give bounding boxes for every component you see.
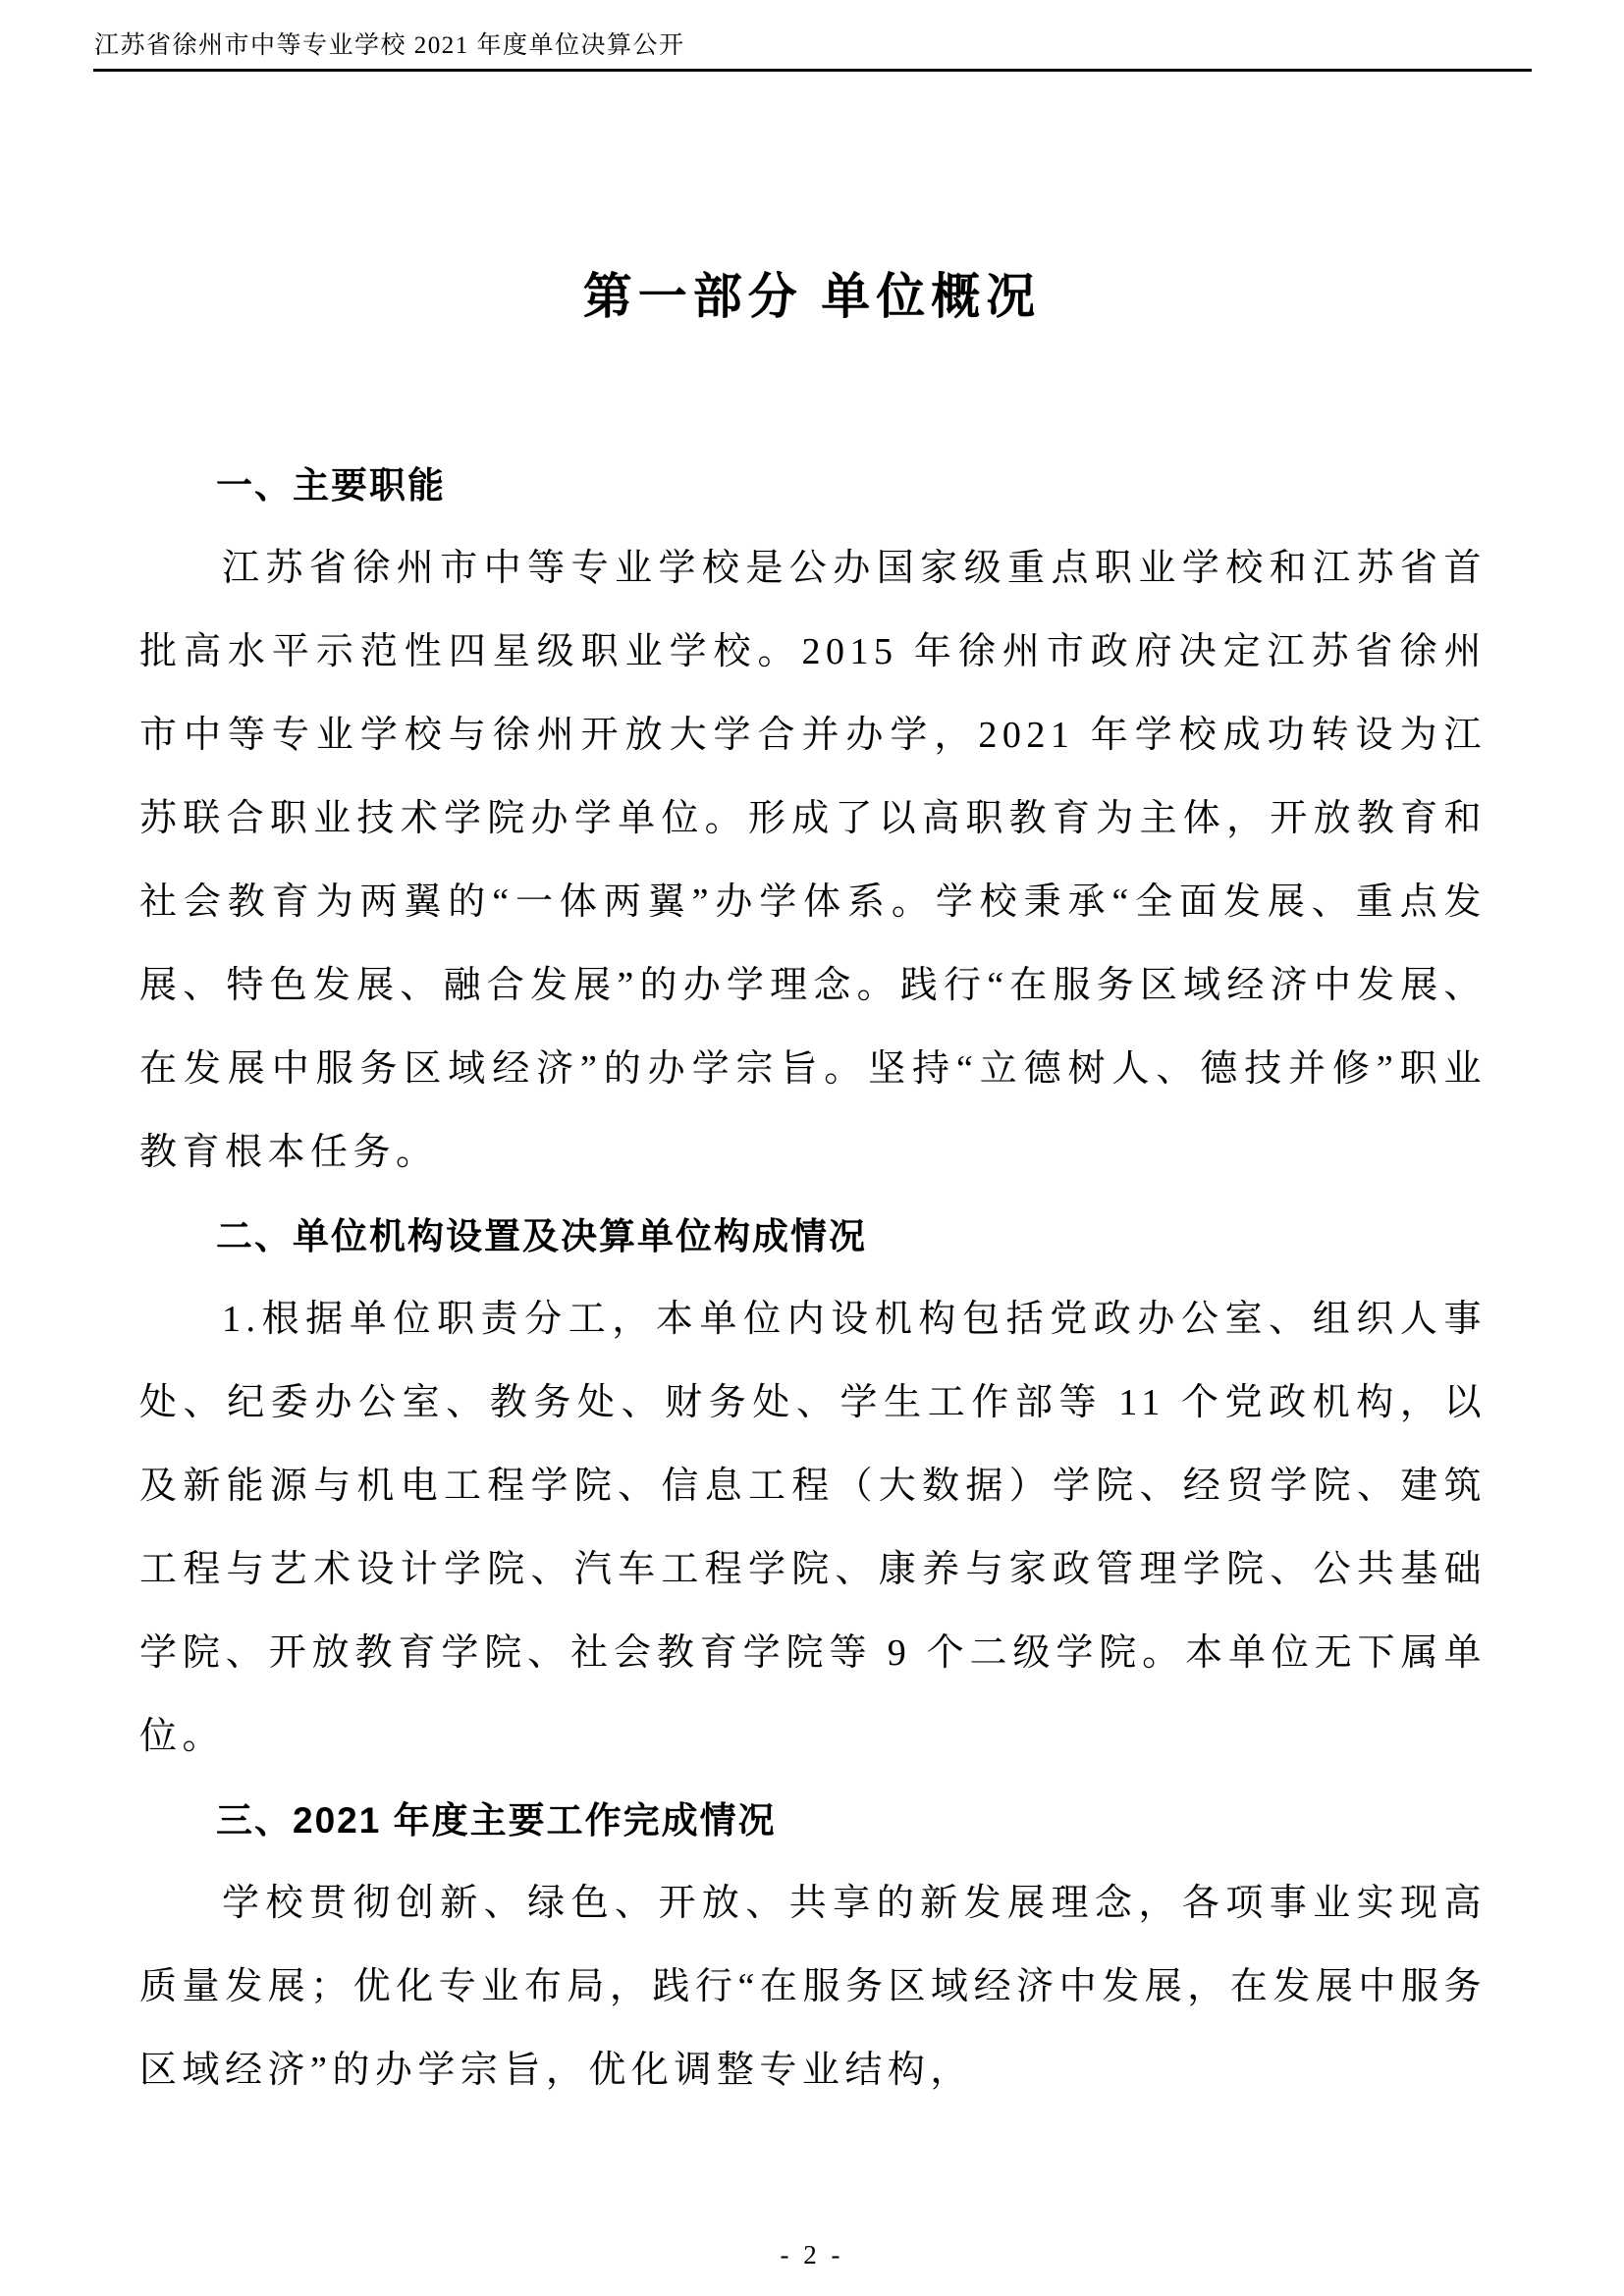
- header-divider: [93, 69, 1532, 72]
- page-number: - 2 -: [780, 2240, 844, 2269]
- section-1-paragraph: 江苏省徐州市中等专业学校是公办国家级重点职业学校和江苏省首批高水平示范性四星级职业学校。2015 年徐州市政府决定江苏省徐州市中等专业学校与徐州开放大学合并办学，2021 年学校成功转设为江苏联合职业技术学院办学单位。形成了以高职教育为主体，开放教育和社会教育为两翼的“一体两翼”办学体系。学校秉承“全面发展、重点发展、特色发展、融合发展”的办学理念。践行“在服务区域经济中发展、在发展中服务区域经济”的办学宗旨。坚持“立德树人、德技并修”职业教育根本任务。: [139, 548, 1487, 1173]
- section-heading-3: 三、2021 年度主要工作完成情况: [216, 1800, 777, 1841]
- page-title: 第一部分 单位概况: [582, 269, 1042, 324]
- section-heading-2: 二、单位机构设置及决算单位构成情况: [216, 1216, 867, 1256]
- document-body: [139, 444, 1487, 2112]
- section-2-paragraph: 1.根据单位职责分工，本单位内设机构包括党政办公室、组织人事处、纪委办公室、教务处、财务处、学生工作部等 11 个党政机构，以及新能源与机电工程学院、信息工程（大数据）学院、经贸学院、建筑工程与艺术设计学院、汽车工程学院、康养与家政管理学院、公共基础学院、开放教育学院、社会教育学院等 9 个二级学院。本单位无下属单位。: [139, 1299, 1487, 1757]
- section-heading-1: 一、主要职能: [216, 465, 446, 506]
- section-3-paragraph: 学校贯彻创新、绿色、开放、共享的新发展理念，各项事业实现高质量发展；优化专业布局，践行“在服务区域经济中发展，在发展中服务区域经济”的办学宗旨，优化调整专业结构，: [139, 1883, 1487, 2091]
- running-header: 江苏省徐州市中等专业学校 2021 年度单位决算公开: [94, 32, 685, 59]
